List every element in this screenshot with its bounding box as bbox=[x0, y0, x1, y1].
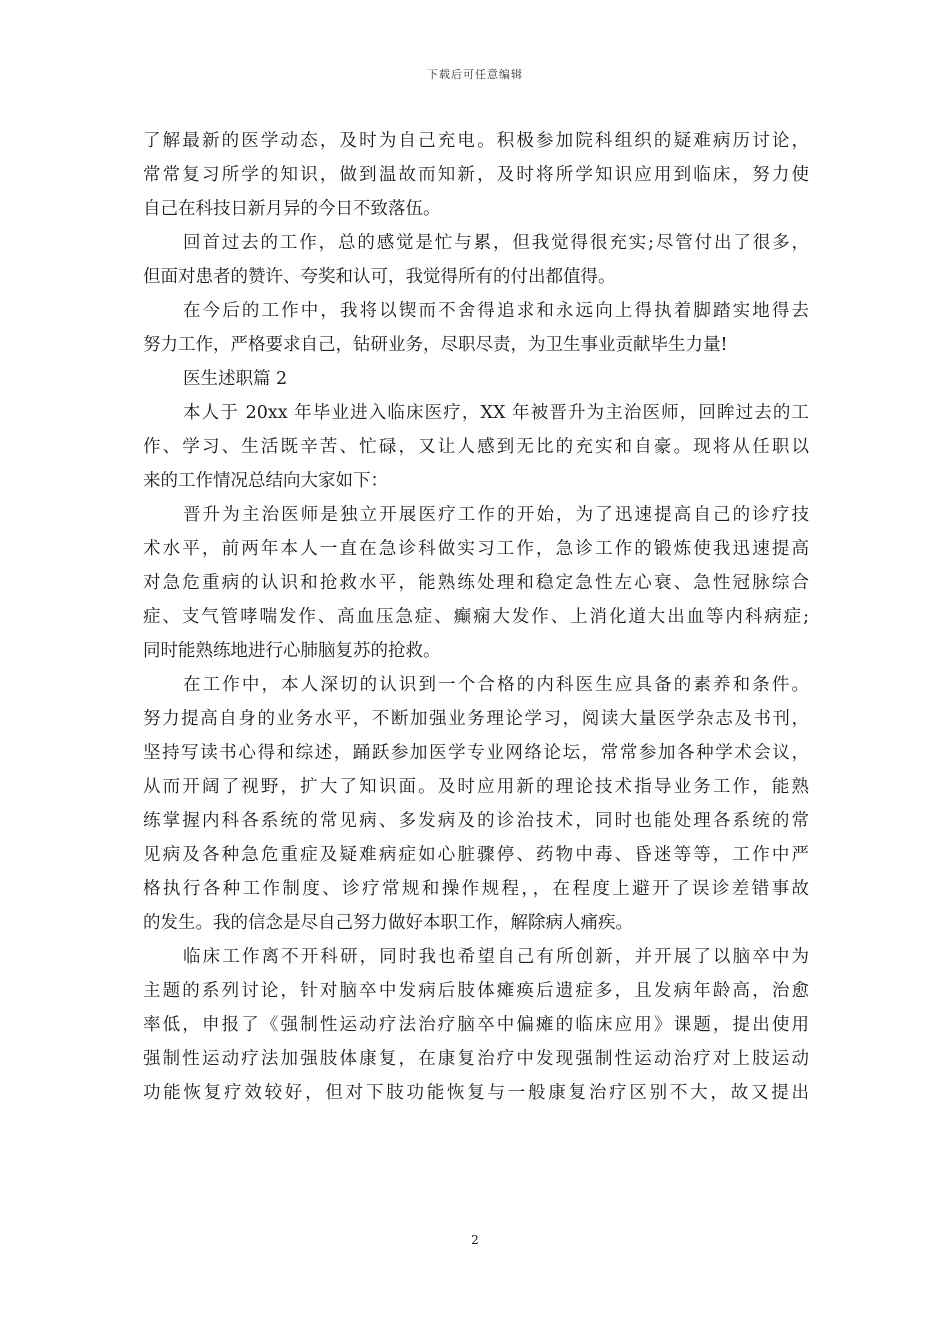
text-line: 同时能熟练地进行心肺脑复苏的抢救。 bbox=[143, 641, 441, 661]
section-heading: 医生述职篇 2 bbox=[183, 369, 288, 389]
text-line: 晋升为主治医师是独立开展医疗工作的开始，为了迅速提高自己的诊疗技 bbox=[183, 505, 809, 525]
text-line: 回首过去的工作，总的感觉是忙与累，但我觉得很充实;尽管付出了很多， bbox=[183, 233, 809, 253]
text-line: 临床工作离不开科研，同时我也希望自己有所创新，并开展了以脑卒中为 bbox=[183, 947, 809, 967]
text-line: 坚持写读书心得和综述，踊跃参加医学专业网络论坛，常常参加各种学术会议， bbox=[143, 743, 809, 763]
text-line: 对急危重病的认识和抢救水平，能熟练处理和稳定急性左心衰、急性冠脉综合 bbox=[143, 573, 809, 593]
text-line: 见病及各种急危重症及疑难病症如心脏骤停、药物中毒、昏迷等等，工作中严 bbox=[143, 845, 809, 865]
text-line: 在工作中，本人深切的认识到一个合格的内科医生应具备的素养和条件。 bbox=[183, 675, 809, 695]
text-line: 格执行各种工作制度、诊疗常规和操作规程，，在程度上避开了误诊差错事故 bbox=[143, 879, 809, 899]
text-line: 练掌握内科各系统的常见病、多发病及的诊治技术，同时也能处理各系统的常 bbox=[143, 811, 809, 831]
text-line: 了解最新的医学动态，及时为自己充电。积极参加院科组织的疑难病历讨论， bbox=[143, 131, 809, 151]
text-line: 主题的系列讨论，针对脑卒中发病后肢体瘫痪后遗症多，且发病年龄高，治愈 bbox=[143, 981, 809, 1001]
text-line: 自己在科技日新月异的今日不致落伍。 bbox=[143, 199, 441, 219]
text-line: 术水平，前两年本人一直在急诊科做实习工作，急诊工作的锻炼使我迅速提高 bbox=[143, 539, 809, 559]
text-line: 症、支气管哮喘发作、高血压急症、癫痫大发作、上消化道大出血等内科病症; bbox=[143, 607, 809, 627]
text-line: 从而开阔了视野，扩大了知识面。及时应用新的理论技术指导业务工作，能熟 bbox=[143, 777, 809, 797]
text-line: 在今后的工作中，我将以锲而不舍得追求和永远向上得执着脚踏实地得去 bbox=[183, 301, 809, 321]
text-line: 来的工作情况总结向大家如下： bbox=[143, 471, 388, 491]
text-line: 努力工作，严格要求自己，钻研业务，尽职尽责，为卫生事业贡献毕生力量! bbox=[143, 335, 728, 355]
text-line: 但面对患者的赞许、夸奖和认可，我觉得所有的付出都值得。 bbox=[143, 267, 616, 287]
text-line: 作、学习、生活既辛苦、忙碌，又让人感到无比的充实和自豪。现将从任职以 bbox=[143, 437, 809, 457]
page-header: 下载后可任意编辑 bbox=[427, 68, 523, 81]
text-line: 的发生。我的信念是尽自己努力做好本职工作，解除病人痛疾。 bbox=[143, 913, 633, 933]
text-line: 功能恢复疗效较好，但对下肢功能恢复与一般康复治疗区别不大，故又提出 bbox=[143, 1083, 809, 1103]
text-line: 努力提高自身的业务水平，不断加强业务理论学习，阅读大量医学杂志及书刊， bbox=[143, 709, 809, 729]
text-line: 率低，申报了《强制性运动疗法治疗脑卒中偏瘫的临床应用》课题，提出使用 bbox=[143, 1015, 809, 1035]
document-body bbox=[143, 124, 809, 1110]
text-line: 本人于 20xx 年毕业进入临床医疗，XX 年被晋升为主治医师，回眸过去的工 bbox=[183, 403, 809, 423]
text-line: 强制性运动疗法加强肢体康复，在康复治疗中发现强制性运动治疗对上肢运动 bbox=[143, 1049, 809, 1069]
text-line: 常常复习所学的知识，做到温故而知新，及时将所学知识应用到临床，努力使 bbox=[143, 165, 809, 185]
page-number: 2 bbox=[471, 1233, 479, 1247]
